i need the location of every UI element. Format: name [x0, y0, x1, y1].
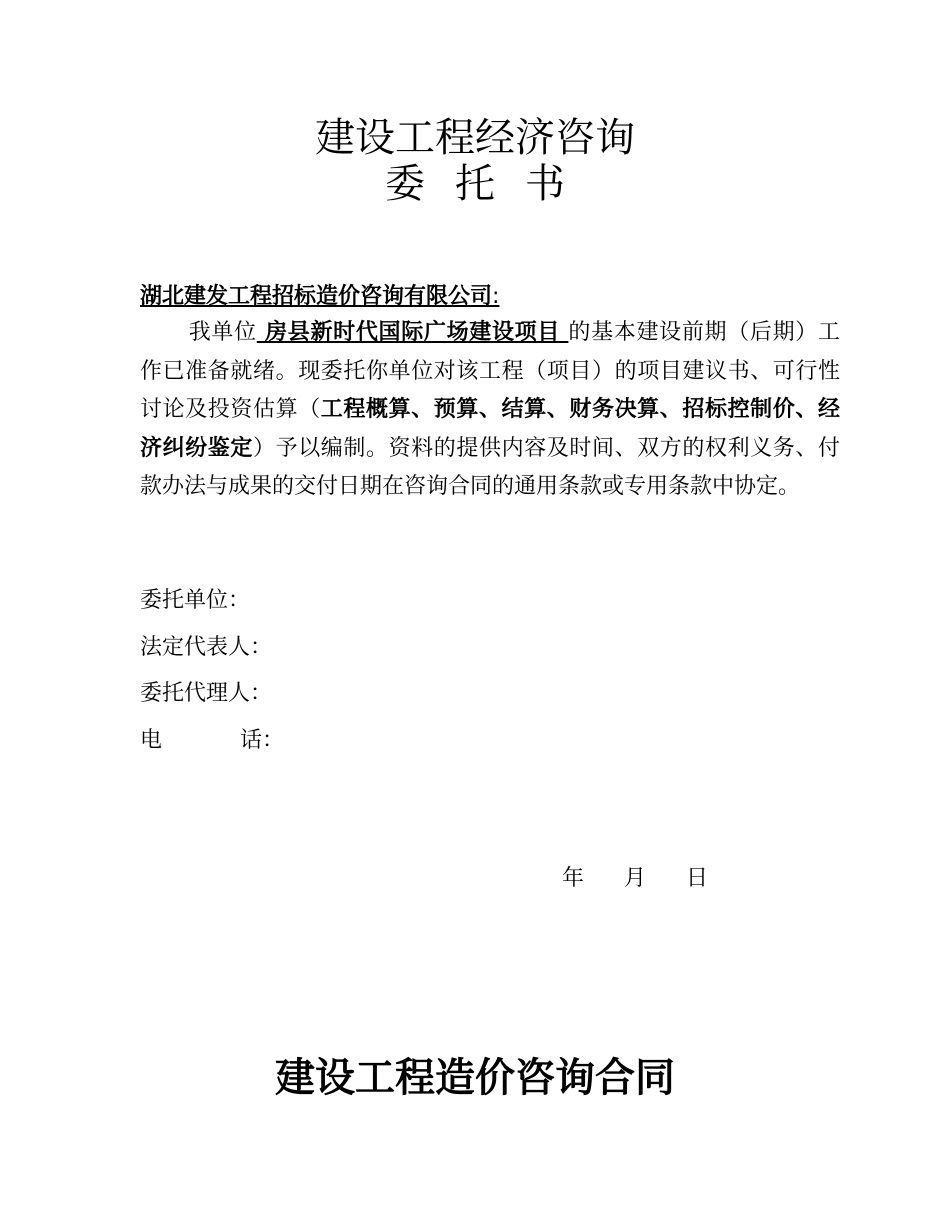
client-unit-label: 委托单位：: [140, 588, 251, 613]
project-name: 房县新时代国际广场建设项目: [256, 320, 569, 345]
commission-paragraph: [140, 314, 840, 507]
paragraph-text-1: 的基本建设前期（后期）工作已准备就绪。现委托你单位对该工程（项目）的项目建议书、可行性讨论及投资估算（: [140, 320, 840, 423]
date-line: [562, 864, 708, 894]
document-title: 建设工程经济咨询: [315, 115, 635, 161]
legal-representative-label: 法定代表人：: [140, 635, 273, 660]
phone-label-a: 电: [140, 728, 163, 753]
date-year: 年: [562, 866, 585, 891]
date-month: 月: [624, 866, 647, 891]
paragraph-text-2: ）予以编制。资料的提供内容及时间、双方的权利义务、付款办法与成果的交付日期在咨询合同的通用条款或专用条款中协定。: [140, 435, 840, 500]
addressee-colon: :: [492, 284, 500, 309]
service-scope-bold: 工程概算、预算、结算、财务决算、招标控制价、经济纠纷鉴定: [140, 397, 840, 461]
phone-label: [140, 726, 284, 756]
phone-label-b: 话：: [240, 728, 285, 753]
paragraph-prefix: 我单位: [188, 320, 257, 345]
authorized-agent-label: 委托代理人：: [140, 681, 273, 706]
addressee-name: 湖北建发工程招标造价咨询有限公司: [140, 284, 493, 309]
date-day: 日: [686, 866, 709, 891]
addressee-line: [140, 278, 840, 317]
contract-title: 建设工程造价咨询合同: [275, 1055, 675, 1101]
document-subtitle: 委托书: [385, 161, 595, 207]
